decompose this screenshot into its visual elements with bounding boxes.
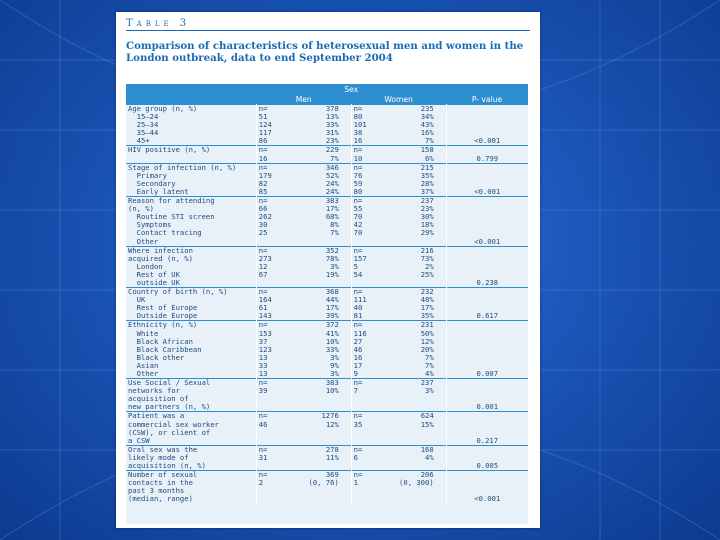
men-count: 67	[258, 269, 268, 279]
characteristic-label: Oral sex was the	[128, 444, 198, 454]
men-value: 68%	[325, 212, 339, 222]
men-value: 12%	[325, 419, 339, 429]
men-count: n=	[258, 320, 268, 330]
women-value: 624	[420, 411, 434, 421]
header-characteristic	[126, 94, 256, 105]
women-count: 40	[353, 303, 363, 313]
characteristic-label: Patient was a	[128, 411, 185, 421]
characteristic-label: Symptoms	[128, 220, 172, 230]
characteristic-label: 45+	[128, 136, 150, 146]
men-cell	[256, 197, 351, 247]
pvalue: 0.007	[476, 369, 499, 378]
men-count: 124	[258, 120, 272, 130]
women-value: 73%	[420, 253, 434, 263]
women-value: 206	[420, 470, 434, 480]
pvalue-cell	[446, 445, 528, 470]
women-count: n=	[353, 320, 363, 330]
men-count: 25	[258, 228, 268, 238]
characteristic-label: contacts in the	[128, 478, 193, 488]
women-value: 37%	[420, 186, 434, 196]
women-value: 18%	[420, 220, 434, 230]
pvalue: 0.001	[476, 402, 499, 412]
table-label: Table 3	[126, 18, 530, 31]
table-body	[126, 105, 528, 504]
characteristic-label: UK	[128, 295, 146, 305]
pvalue: <0.001	[474, 136, 501, 146]
header-men: Men	[256, 94, 351, 105]
men-value: 41%	[325, 328, 339, 338]
characteristic-label: commercial sex worker	[128, 419, 219, 429]
women-cell	[351, 246, 446, 287]
women-count: 70	[353, 212, 363, 222]
characteristic-cell	[126, 288, 256, 321]
men-count: 12	[258, 261, 268, 271]
men-count: 164	[258, 295, 272, 305]
characteristic-label: networks for	[128, 386, 180, 396]
women-value: 7%	[425, 352, 434, 362]
characteristic-cell	[126, 445, 256, 470]
characteristic-label: Rest of UK	[128, 269, 180, 279]
women-count: 9	[353, 369, 358, 378]
characteristic-label: acquired (n, %)	[128, 253, 193, 263]
women-value: 12%	[420, 336, 434, 346]
pvalue: <0.001	[474, 186, 501, 196]
characteristic-label: acquisition of	[128, 394, 189, 404]
characteristic-label: Use Social / Sexual	[128, 378, 211, 388]
women-count: n=	[353, 196, 363, 206]
men-value: 383	[325, 196, 339, 206]
men-cell	[256, 412, 351, 445]
characteristic-label: Secondary	[128, 178, 176, 188]
header-sex: Sex	[256, 84, 446, 94]
pvalue-cell	[446, 246, 528, 287]
women-value: 232	[420, 287, 434, 297]
characteristic-label: new partners (n, %)	[128, 402, 211, 412]
women-count: 80	[353, 112, 363, 122]
men-count: 66	[258, 204, 268, 214]
men-value: 278	[325, 444, 339, 454]
women-count: 70	[353, 228, 363, 238]
characteristic-label: Other	[128, 369, 159, 378]
pvalue-cell	[446, 321, 528, 379]
men-value: 24%	[325, 186, 339, 196]
men-count: n=	[258, 287, 268, 297]
men-count: 13	[258, 352, 268, 362]
men-value: 31%	[325, 128, 339, 138]
women-value: 29%	[420, 228, 434, 238]
characteristic-cell	[126, 163, 256, 196]
women-count: 54	[353, 269, 363, 279]
table-row	[126, 471, 528, 504]
table-row	[126, 105, 528, 146]
men-count: n=	[258, 104, 268, 113]
women-cell	[351, 105, 446, 146]
characteristic-cell	[126, 146, 256, 163]
pvalue-cell	[446, 105, 528, 146]
table-row	[126, 197, 528, 247]
women-cell	[351, 445, 446, 470]
men-value: 24%	[325, 178, 339, 188]
characteristic-label: Primary	[128, 170, 167, 180]
women-value: 216	[420, 245, 434, 255]
men-value: 372	[325, 320, 339, 330]
women-count: 1	[353, 478, 358, 488]
table-row	[126, 288, 528, 321]
men-cell	[256, 321, 351, 379]
women-cell	[351, 163, 446, 196]
men-cell	[256, 163, 351, 196]
men-cell	[256, 105, 351, 146]
characteristic-label: acquisition (n, %)	[128, 461, 206, 471]
women-count: 42	[353, 220, 363, 230]
pvalue-cell	[446, 471, 528, 504]
women-value: 4%	[425, 369, 434, 378]
women-value: 16%	[420, 128, 434, 138]
men-cell	[256, 379, 351, 412]
women-count: 101	[353, 120, 367, 130]
women-value: 168	[420, 444, 434, 454]
women-value: 7%	[425, 136, 434, 146]
men-value: 3%	[330, 369, 339, 378]
men-count: 33	[258, 360, 268, 370]
table-title: Comparison of characteristics of heterosexual men and women in the London outbreak, data to end September 2004	[126, 40, 524, 64]
women-count: n=	[353, 104, 363, 113]
women-count: 17	[353, 360, 363, 370]
characteristic-label: Early latent	[128, 186, 189, 196]
men-count: n=	[258, 162, 268, 172]
women-count: 10	[353, 153, 363, 163]
characteristic-label: outside UK	[128, 277, 180, 287]
women-value: 6%	[425, 153, 434, 163]
men-count: 143	[258, 311, 272, 321]
men-count: 51	[258, 112, 268, 122]
women-cell	[351, 471, 446, 504]
women-count: 5	[353, 261, 358, 271]
men-count: n=	[258, 145, 268, 155]
women-count: 55	[353, 204, 363, 214]
table-row	[126, 146, 528, 163]
characteristic-label: Country of birth (n, %)	[128, 287, 228, 297]
men-value: 352	[325, 245, 339, 255]
men-count: 85	[258, 186, 268, 196]
characteristic-label: Other	[128, 236, 159, 246]
characteristic-cell	[126, 379, 256, 412]
characteristic-label: (median, range)	[128, 494, 193, 504]
men-value: (0, 76)	[308, 478, 339, 488]
men-count: 13	[258, 369, 268, 378]
pvalue: 0.005	[476, 461, 499, 471]
table-row	[126, 163, 528, 196]
characteristic-label: HIV positive (n, %)	[128, 145, 211, 155]
men-value: 8%	[330, 220, 339, 230]
men-count: 31	[258, 452, 268, 462]
characteristic-label: Asian	[128, 360, 159, 370]
characteristic-cell	[126, 321, 256, 379]
characteristic-label: Reason for attending	[128, 196, 215, 206]
characteristic-label: Ethnicity (n, %)	[128, 320, 198, 330]
women-count: 76	[353, 170, 363, 180]
pvalue: 0.799	[476, 153, 499, 163]
women-value: (0, 300)	[399, 478, 434, 488]
characteristic-label: (n, %)	[128, 204, 154, 214]
characteristic-label: 25–34	[128, 120, 159, 130]
women-value: 237	[420, 378, 434, 388]
men-count: n=	[258, 245, 268, 255]
pvalue: <0.001	[474, 236, 501, 246]
characteristic-cell	[126, 471, 256, 504]
women-value: 35%	[420, 311, 434, 321]
characteristic-cell	[126, 412, 256, 445]
women-cell	[351, 146, 446, 163]
data-table	[126, 84, 528, 504]
pvalue-cell	[446, 197, 528, 247]
women-value: 4%	[425, 452, 434, 462]
pvalue: 0.238	[476, 277, 499, 287]
pvalue-cell	[446, 288, 528, 321]
women-count: n=	[353, 245, 363, 255]
women-count: 16	[353, 136, 363, 146]
women-count: 46	[353, 344, 363, 354]
men-value: 19%	[325, 269, 339, 279]
women-value: 20%	[420, 344, 434, 354]
men-value: 10%	[325, 336, 339, 346]
men-count: n=	[258, 378, 268, 388]
characteristic-cell	[126, 105, 256, 146]
men-cell	[256, 445, 351, 470]
women-count: 157	[353, 253, 367, 263]
women-value: 3%	[425, 386, 434, 396]
men-value: 3%	[330, 261, 339, 271]
pvalue-cell	[446, 146, 528, 163]
men-count: 273	[258, 253, 272, 263]
men-cell	[256, 146, 351, 163]
women-count: 38	[353, 128, 363, 138]
women-value: 35%	[420, 170, 434, 180]
men-value: 368	[325, 287, 339, 297]
characteristic-label: likely mode of	[128, 452, 189, 462]
table-row	[126, 246, 528, 287]
men-value: 39%	[325, 311, 339, 321]
header-blank-2	[446, 84, 528, 94]
characteristic-label: past 3 months	[128, 486, 185, 496]
men-count: 61	[258, 303, 268, 313]
women-count: 111	[353, 295, 367, 305]
women-value: 25%	[420, 269, 434, 279]
women-count: n=	[353, 145, 363, 155]
women-value: 7%	[425, 360, 434, 370]
characteristic-label: Number of sexual	[128, 470, 198, 480]
men-count: 82	[258, 178, 268, 188]
men-count: 179	[258, 170, 272, 180]
women-value: 34%	[420, 112, 434, 122]
men-count: 16	[258, 153, 268, 163]
men-count: 37	[258, 336, 268, 346]
men-value: 7%	[330, 153, 339, 163]
women-count: n=	[353, 470, 363, 480]
women-value: 30%	[420, 212, 434, 222]
men-value: 3%	[330, 352, 339, 362]
women-count: 35	[353, 419, 363, 429]
document-page	[116, 12, 540, 528]
women-count: n=	[353, 444, 363, 454]
men-count: 153	[258, 328, 272, 338]
pvalue-cell	[446, 412, 528, 445]
characteristic-label: a CSW	[128, 435, 150, 445]
men-value: 11%	[325, 452, 339, 462]
characteristic-cell	[126, 197, 256, 247]
women-cell	[351, 412, 446, 445]
women-count: 6	[353, 452, 358, 462]
women-cell	[351, 197, 446, 247]
women-count: 7	[353, 386, 358, 396]
women-value: 43%	[420, 120, 434, 130]
men-value: 13%	[325, 112, 339, 122]
men-cell	[256, 471, 351, 504]
men-count: 46	[258, 419, 268, 429]
men-value: 52%	[325, 170, 339, 180]
characteristic-label: Stage of infection (n, %)	[128, 162, 237, 172]
men-count: 39	[258, 386, 268, 396]
women-cell	[351, 379, 446, 412]
women-cell	[351, 321, 446, 379]
women-value: 17%	[420, 303, 434, 313]
characteristic-label: Outside Europe	[128, 311, 198, 321]
pvalue: 0.617	[476, 311, 499, 321]
women-value: 15%	[420, 419, 434, 429]
men-value: 378	[325, 104, 339, 113]
characteristic-label: Where infection	[128, 245, 193, 255]
men-cell	[256, 246, 351, 287]
characteristic-label: 35–44	[128, 128, 159, 138]
men-value: 10%	[325, 386, 339, 396]
women-value: 235	[420, 104, 434, 113]
characteristic-label: White	[128, 328, 159, 338]
women-value: 50%	[420, 328, 434, 338]
characteristic-label: Contact tracing	[128, 228, 202, 238]
men-count: n=	[258, 470, 268, 480]
men-value: 23%	[325, 136, 339, 146]
women-count: 81	[353, 311, 363, 321]
women-value: 237	[420, 196, 434, 206]
women-value: 158	[420, 145, 434, 155]
men-value: 78%	[325, 253, 339, 263]
men-count: n=	[258, 444, 268, 454]
men-value: 33%	[325, 344, 339, 354]
men-value: 369	[325, 470, 339, 480]
women-value: 231	[420, 320, 434, 330]
men-count: 262	[258, 212, 272, 222]
women-count: n=	[353, 287, 363, 297]
pvalue-cell	[446, 379, 528, 412]
men-value: 7%	[330, 228, 339, 238]
characteristic-label: Black other	[128, 352, 185, 362]
women-value: 23%	[420, 204, 434, 214]
characteristic-label: (CSW), or client of	[128, 427, 211, 437]
table-row	[126, 321, 528, 379]
women-count: 27	[353, 336, 363, 346]
women-count: n=	[353, 378, 363, 388]
women-value: 215	[420, 162, 434, 172]
women-count: 116	[353, 328, 367, 338]
characteristic-label: Rest of Europe	[128, 303, 198, 313]
women-count: 80	[353, 186, 363, 196]
men-value: 1276	[321, 411, 339, 421]
characteristic-label: Age group (n, %)	[128, 104, 198, 113]
men-value: 17%	[325, 204, 339, 214]
pvalue: 0.217	[476, 435, 499, 445]
men-value: 346	[325, 162, 339, 172]
women-value: 28%	[420, 178, 434, 188]
men-value: 33%	[325, 120, 339, 130]
header-women: Women	[351, 94, 446, 105]
men-count: n=	[258, 196, 268, 206]
men-value: 9%	[330, 360, 339, 370]
women-cell	[351, 288, 446, 321]
women-value: 2%	[425, 261, 434, 271]
header-blank	[126, 84, 256, 94]
men-value: 383	[325, 378, 339, 388]
pvalue-cell	[446, 163, 528, 196]
table-row	[126, 445, 528, 470]
women-value: 48%	[420, 295, 434, 305]
characteristic-label: Black African	[128, 336, 193, 346]
characteristic-label: 15–24	[128, 112, 159, 122]
characteristic-label: Black Caribbean	[128, 344, 202, 354]
men-value: 44%	[325, 295, 339, 305]
men-count: 30	[258, 220, 268, 230]
characteristic-cell	[126, 246, 256, 287]
women-count: 59	[353, 178, 363, 188]
men-count: 117	[258, 128, 272, 138]
men-count: n=	[258, 411, 268, 421]
men-cell	[256, 288, 351, 321]
pvalue: <0.001	[474, 494, 501, 504]
women-count: n=	[353, 411, 363, 421]
table-row	[126, 379, 528, 412]
characteristic-label: London	[128, 261, 163, 271]
men-count: 123	[258, 344, 272, 354]
characteristic-label: Routine STI screen	[128, 212, 215, 222]
men-value: 17%	[325, 303, 339, 313]
men-value: 229	[325, 145, 339, 155]
header-pvalue: P- value	[446, 94, 528, 105]
men-count: 2	[258, 478, 264, 488]
women-count: 16	[353, 352, 363, 362]
women-count: n=	[353, 162, 363, 172]
table-row	[126, 412, 528, 445]
data-table-container	[126, 84, 528, 524]
men-count: 86	[258, 136, 268, 146]
